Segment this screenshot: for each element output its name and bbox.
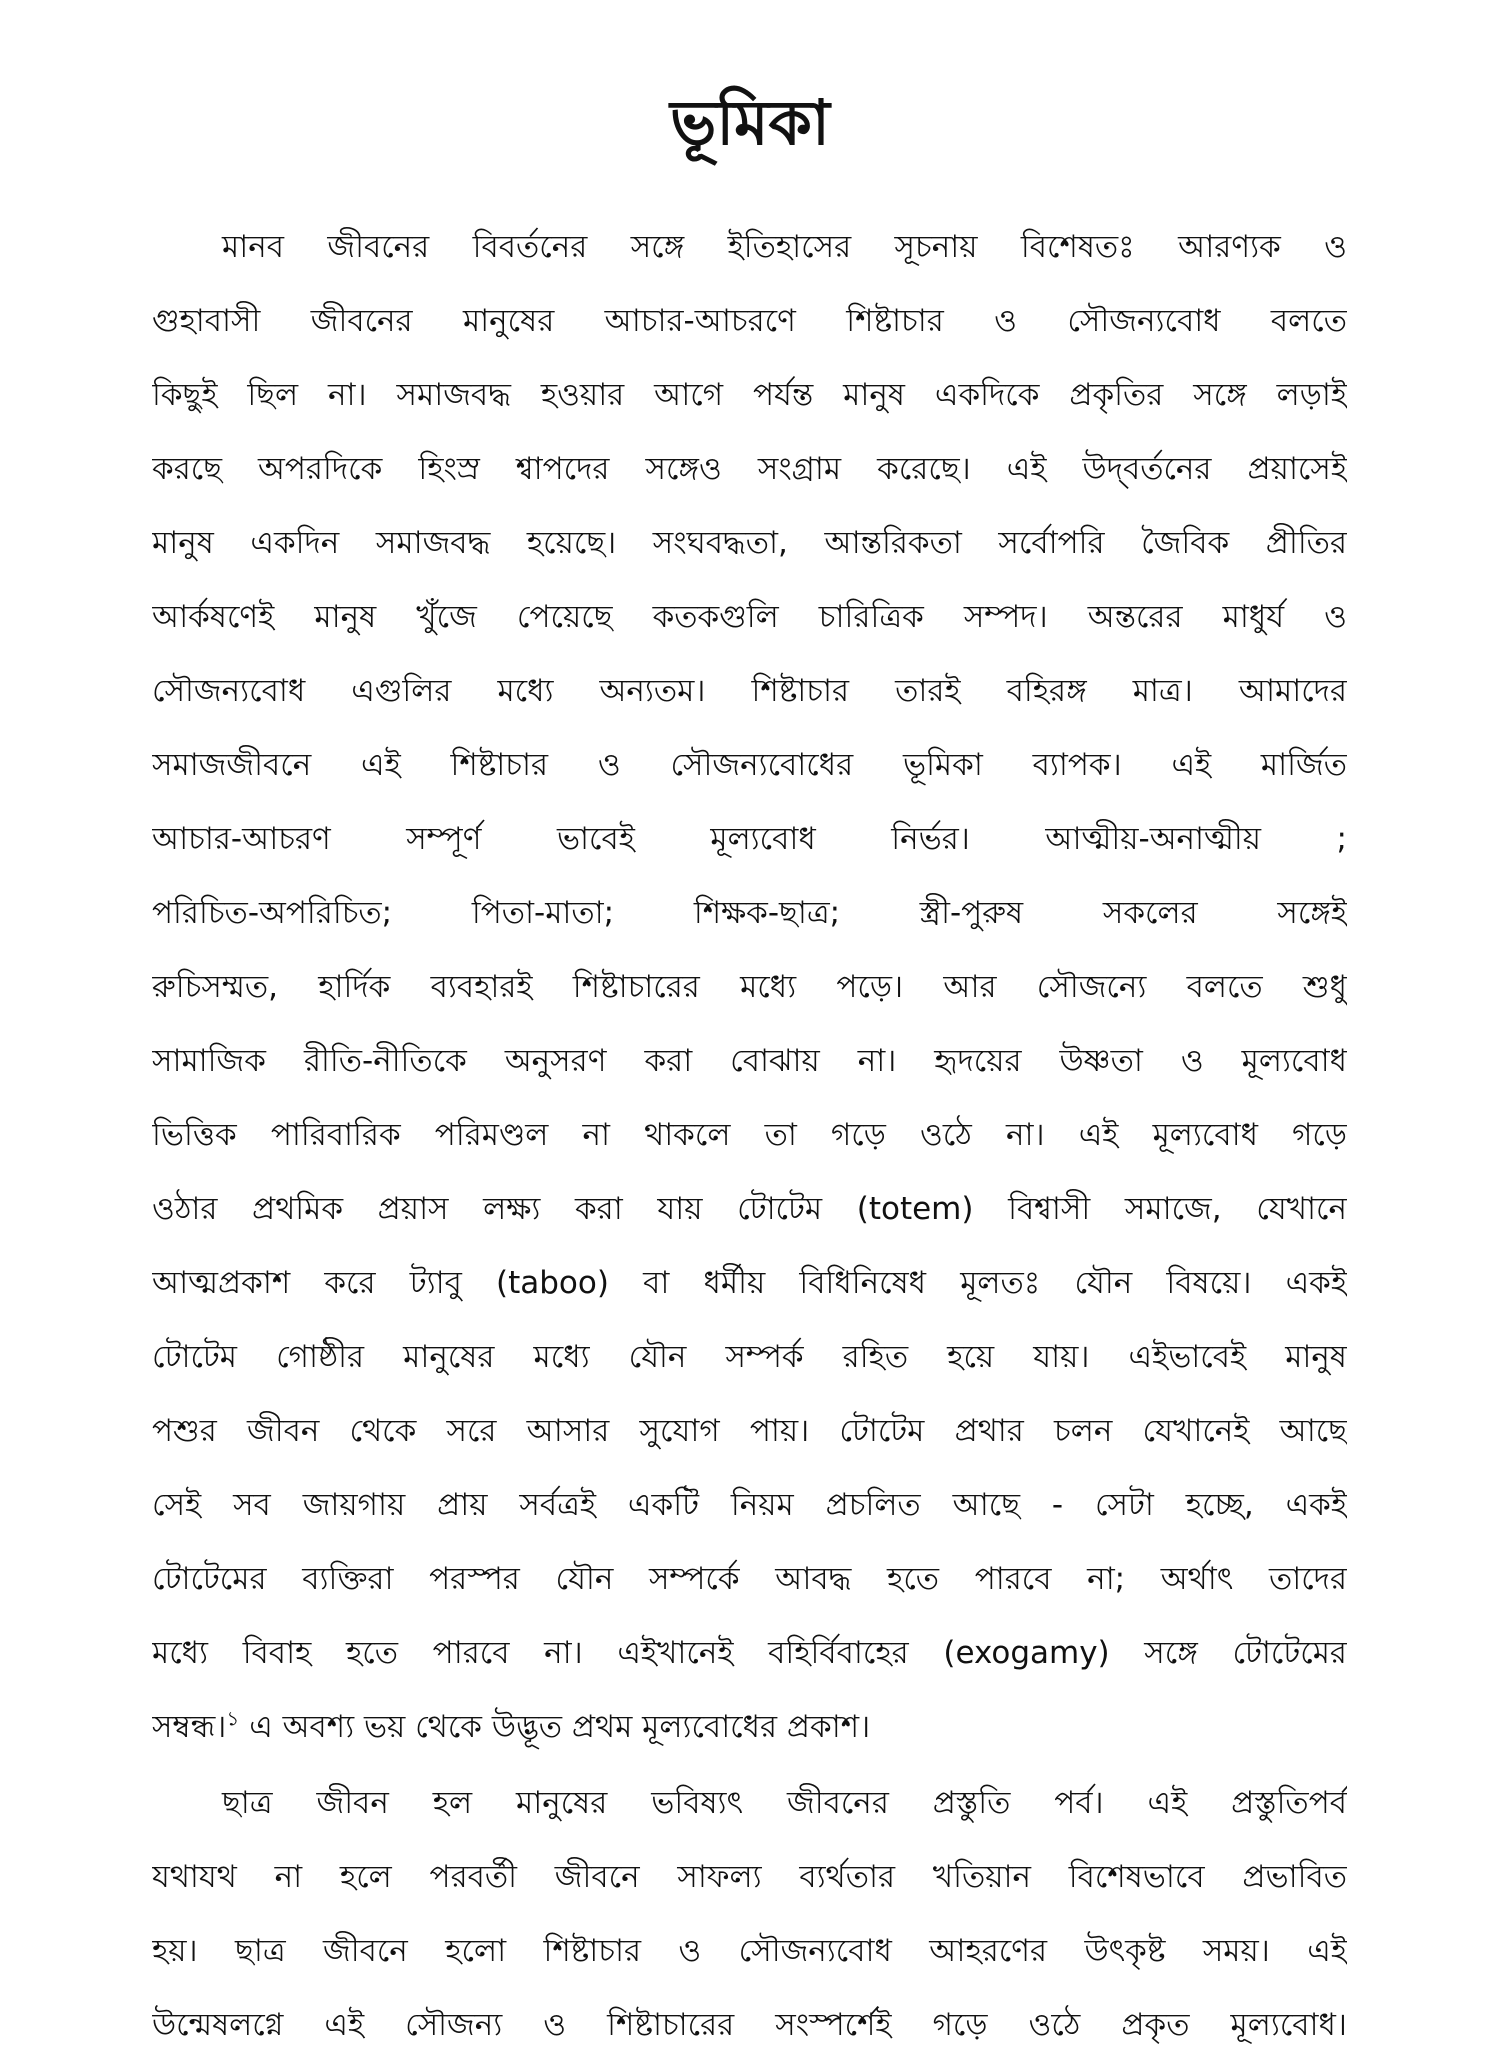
text-line: করছে অপরদিকে হিংস্র শ্বাপদের সঙ্গেও সংগ্রাম করেছে। এই উদ্‌বর্তনের প্রয়াসেই bbox=[152, 451, 1347, 487]
text-line: মানুষ একদিন সমাজবদ্ধ হয়েছে। সংঘবদ্ধতা, আন্তরিকতা সর্বোপরি জৈবিক প্রীতির bbox=[152, 525, 1347, 561]
text-line: উন্মেষলগ্নে এই সৌজন্য ও শিষ্টাচারের সংস্পর্শেই গড়ে ওঠে প্রকৃত মূল্যবোধ। bbox=[152, 2007, 1347, 2043]
text-line bbox=[152, 1690, 1347, 1764]
text-line: গুহাবাসী জীবনের মানুষের আচার-আচরণে শিষ্টাচার ও সৌজন্যবোধ বলতে bbox=[152, 303, 1347, 339]
page-title: ভূমিকা bbox=[670, 86, 830, 159]
text-line: কিছুই ছিল না। সমাজবদ্ধ হওয়ার আগে পর্যন্ত মানুষ একদিকে প্রকৃতির সঙ্গে লড়াই bbox=[152, 377, 1347, 413]
text-line: টোটেম গোষ্ঠীর মানুষের মধ্যে যৌন সম্পর্ক রহিত হয়ে যায়। এইভাবেই মানুষ bbox=[152, 1339, 1347, 1375]
body-text bbox=[152, 210, 1347, 2062]
paragraph-2 bbox=[152, 1766, 1347, 2062]
text-line: মধ্যে বিবাহ হতে পারবে না। এইখানেই বহির্বিবাহের (exogamy) সঙ্গে টোটেমের bbox=[152, 1635, 1347, 1671]
text-line: টোটেমের ব্যক্তিরা পরস্পর যৌন সম্পর্কে আবদ্ধ হতে পারবে না; অর্থাৎ তাদের bbox=[152, 1561, 1347, 1597]
text-line: ভিত্তিক পারিবারিক পরিমণ্ডল না থাকলে তা গড়ে ওঠে না। এই মূল্যবোধ গড়ে bbox=[152, 1117, 1347, 1153]
text-line: সৌজন্যবোধ এগুলির মধ্যে অন্যতম। শিষ্টাচার তারই বহিরঙ্গ মাত্র। আমাদের bbox=[152, 673, 1347, 709]
footnote-marker: ১ bbox=[226, 1706, 240, 1731]
paragraph-1 bbox=[152, 210, 1347, 1764]
text-line: সামাজিক রীতি-নীতিকে অনুসরণ করা বোঝায় না। হৃদয়ের উষ্ণতা ও মূল্যবোধ bbox=[152, 1043, 1347, 1079]
text-line: ছাত্র জীবন হল মানুষের ভবিষ্যৎ জীবনের প্রস্তুতি পর্ব। এই প্রস্তুতিপর্ব bbox=[222, 1785, 1347, 1821]
text-line: মানব জীবনের বিবর্তনের সঙ্গে ইতিহাসের সূচনায় বিশেষতঃ আরণ্যক ও bbox=[222, 229, 1347, 265]
text-line: পশুর জীবন থেকে সরে আসার সুযোগ পায়। টোটেম প্রথার চলন যেখানেই আছে bbox=[152, 1413, 1347, 1449]
last-line-end: এ অবশ্য ভয় থেকে উদ্ভূত প্রথম মূল্যবোধের প্রকাশ। bbox=[239, 1709, 871, 1745]
text-line: হয়। ছাত্র জীবনে হলো শিষ্টাচার ও সৌজন্যবোধ আহরণের উৎকৃষ্ট সময়। এই bbox=[152, 1933, 1347, 1969]
text-line: আর্কষণেই মানুষ খুঁজে পেয়েছে কতকগুলি চারিত্রিক সম্পদ। অন্তরের মাধুর্য ও bbox=[152, 599, 1347, 635]
text-line: যথাযথ না হলে পরবর্তী জীবনে সাফল্য ব্যর্থতার খতিয়ান বিশেষভাবে প্রভাবিত bbox=[152, 1859, 1347, 1895]
text-line: সমাজজীবনে এই শিষ্টাচার ও সৌজন্যবোধের ভূমিকা ব্যাপক। এই মার্জিত bbox=[152, 747, 1347, 783]
text-line: রুচিসম্মত, হার্দিক ব্যবহারই শিষ্টাচারের মধ্যে পড়ে। আর সৌজন্যে বলতে শুধু bbox=[152, 969, 1347, 1005]
text-line: আত্মপ্রকাশ করে ট্যাবু (taboo) বা ধর্মীয় বিধিনিষেধ মূলতঃ যৌন বিষয়ে। একই bbox=[152, 1265, 1347, 1301]
text-line: সেই সব জায়গায় প্রায় সর্বত্রই একটি নিয়ম প্রচলিত আছে - সেটা হচ্ছে, একই bbox=[152, 1487, 1347, 1523]
text-line: ওঠার প্রথমিক প্রয়াস লক্ষ্য করা যায় টোটেম (totem) বিশ্বাসী সমাজে, যেখানে bbox=[152, 1191, 1347, 1227]
text-line: পরিচিত-অপরিচিত; পিতা-মাতা; শিক্ষক-ছাত্র; স্ত্রী-পুরুষ সকলের সঙ্গেই bbox=[152, 895, 1347, 931]
text-line: আচার-আচরণ সম্পূর্ণ ভাবেই মূল্যবোধ নির্ভর। আত্মীয়-অনাত্মীয় ; bbox=[152, 821, 1347, 857]
last-line-start: সম্বন্ধ। bbox=[152, 1709, 227, 1745]
